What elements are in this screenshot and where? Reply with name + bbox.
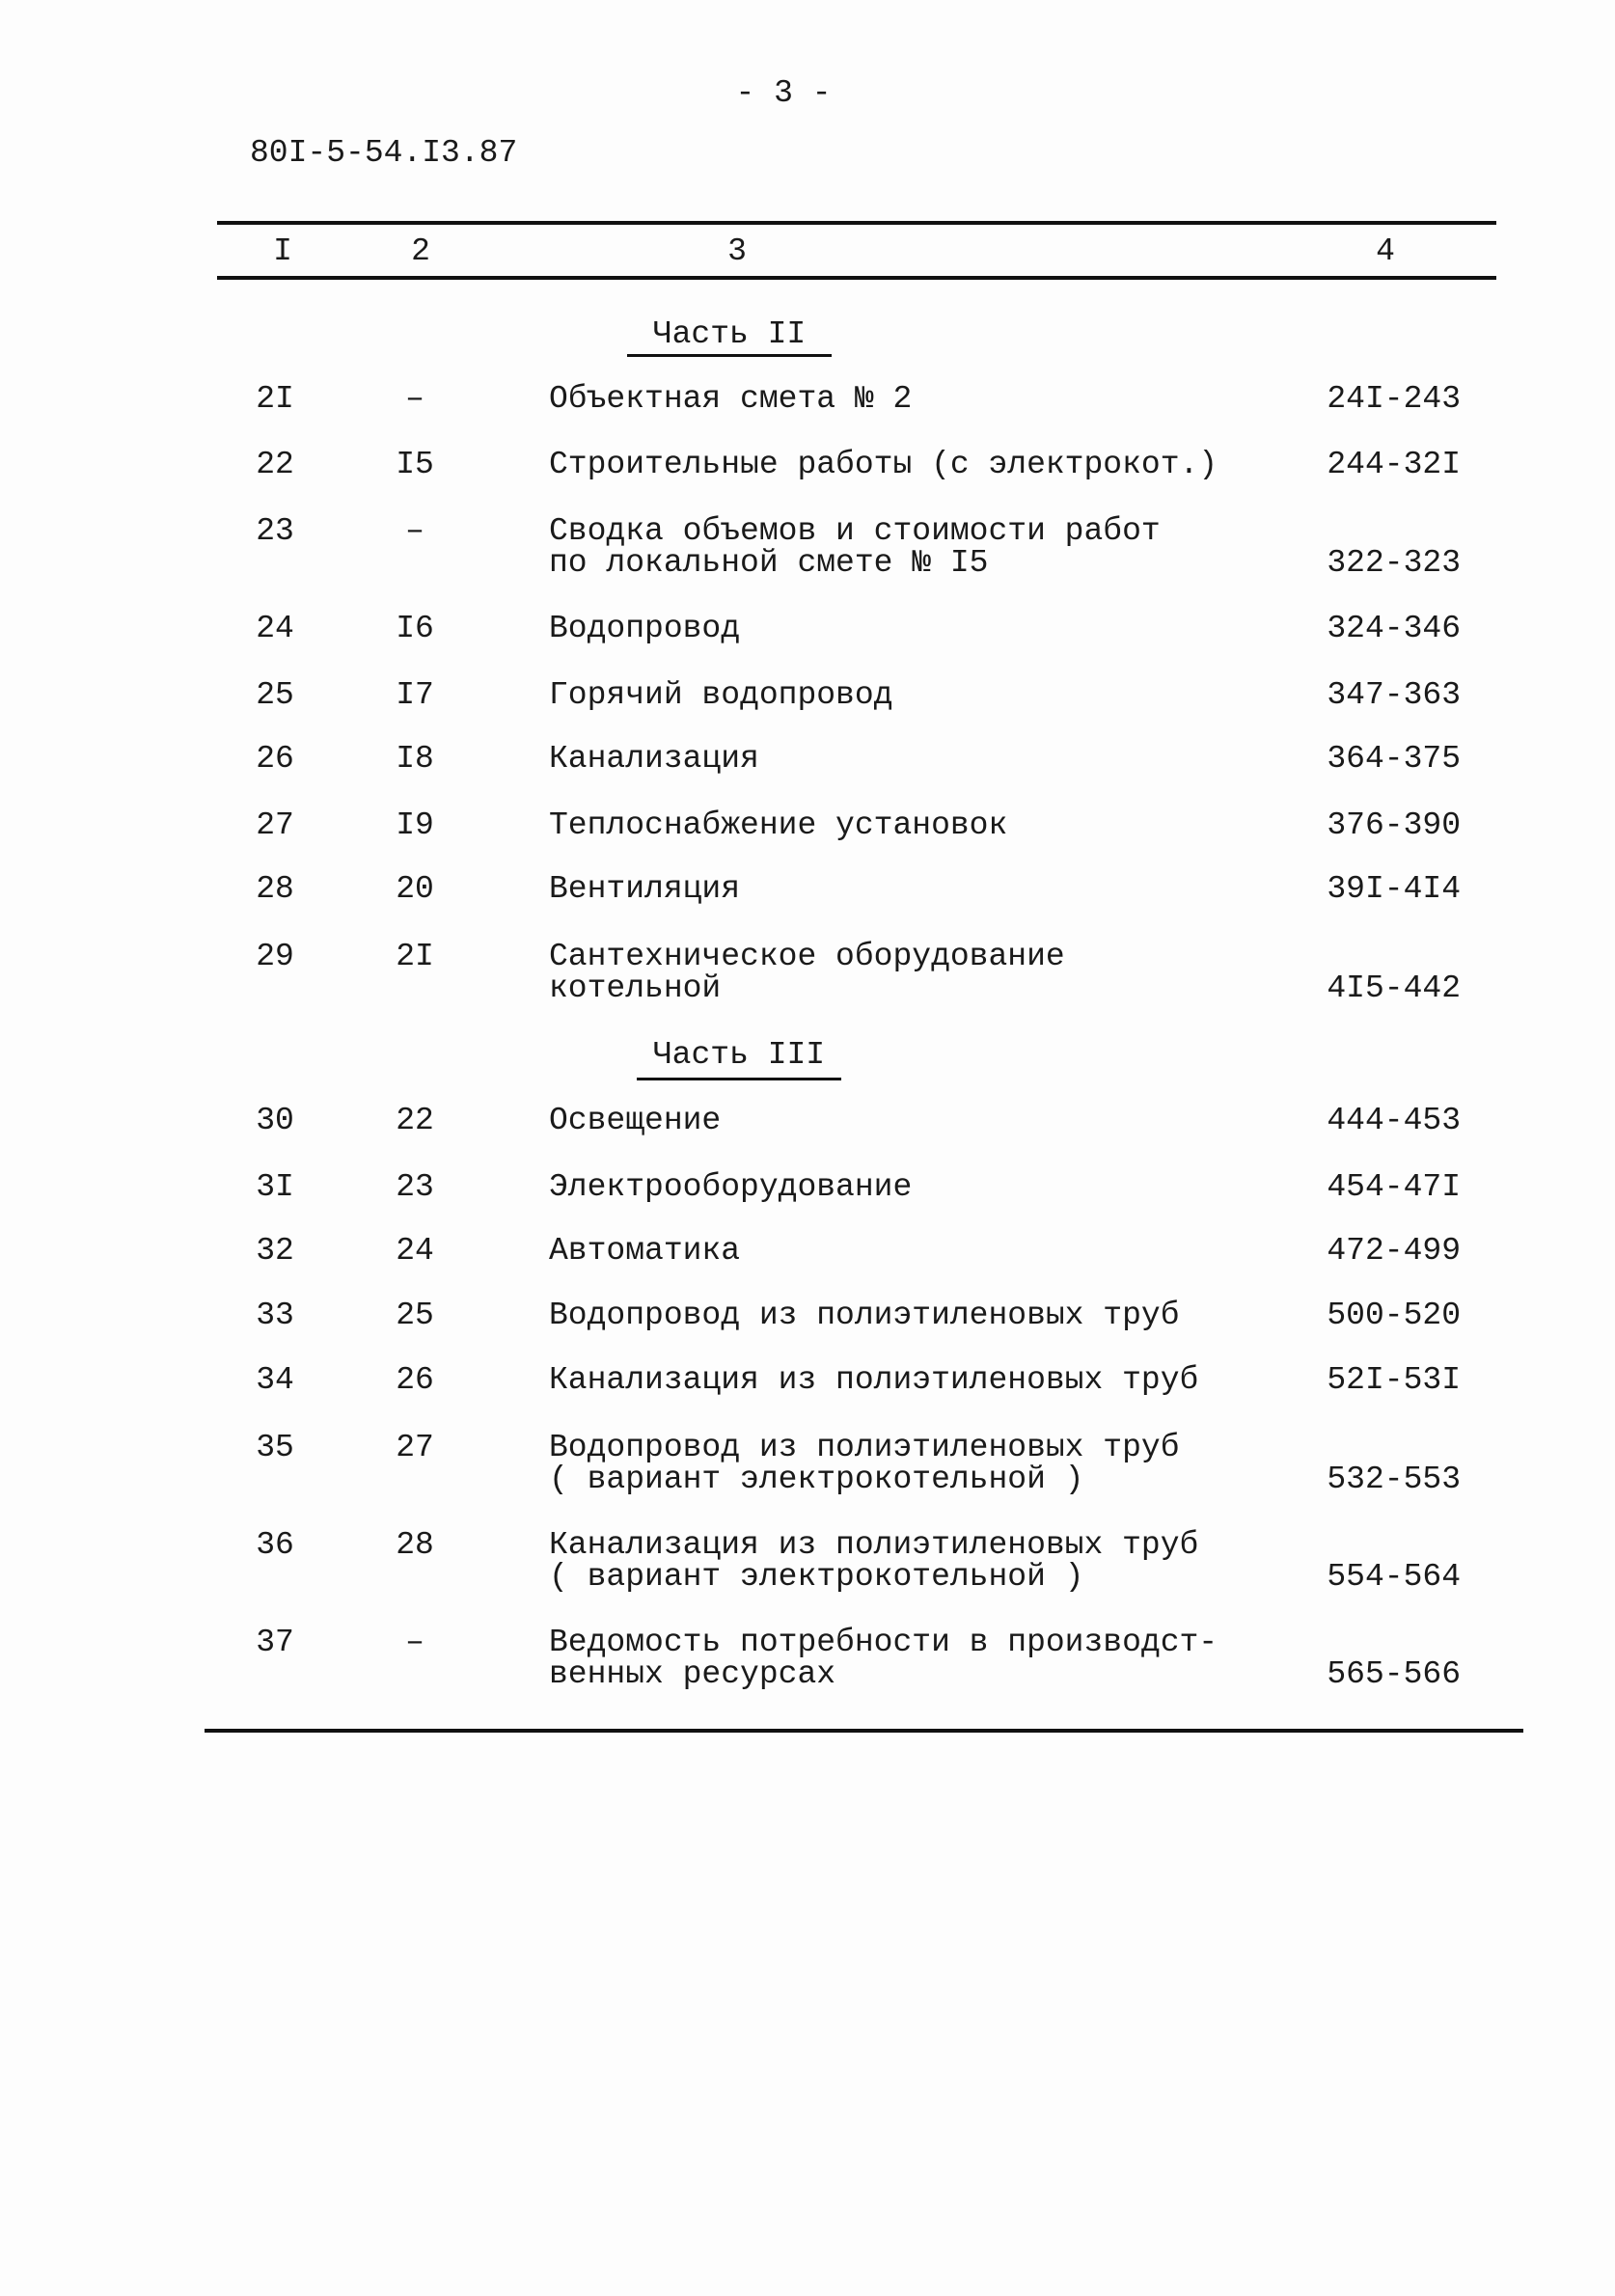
header-bottom-rule <box>217 276 1496 280</box>
estimate-number: 20 <box>396 871 434 907</box>
row-number: 28 <box>256 871 294 907</box>
estimate-number: 23 <box>396 1169 434 1205</box>
row-number: 37 <box>256 1625 294 1660</box>
row-number: 23 <box>256 513 294 549</box>
page-range: 532-553 <box>1327 1462 1461 1497</box>
page-range: 444-453 <box>1327 1103 1461 1138</box>
table-row <box>0 1105 1615 1172</box>
estimate-number: 26 <box>396 1362 434 1398</box>
row-number: 27 <box>256 807 294 843</box>
page-number: - 3 - <box>735 75 832 111</box>
row-number: 35 <box>256 1430 294 1465</box>
row-number: 26 <box>256 741 294 777</box>
row-title-line: Канализация <box>549 741 759 777</box>
row-title-line: Строительные работы (с электрокот.) <box>549 447 1218 482</box>
row-number: 2I <box>256 381 294 417</box>
page-range: 24I-243 <box>1327 381 1461 417</box>
estimate-number: I9 <box>396 807 434 843</box>
row-title-line: Водопровод из полиэтиленовых труб <box>549 1430 1180 1465</box>
table-top-rule <box>217 221 1496 225</box>
row-title-line: Ведомость потребности в производст- <box>549 1625 1218 1660</box>
page-range: 554-564 <box>1327 1559 1461 1595</box>
estimate-number: I6 <box>396 611 434 646</box>
estimate-number: 28 <box>396 1527 434 1563</box>
estimate-number: I5 <box>396 447 434 482</box>
row-number: 29 <box>256 939 294 974</box>
table-row <box>0 1299 1615 1367</box>
row-number: 30 <box>256 1103 294 1138</box>
table-row <box>0 383 1615 451</box>
estimate-number: 27 <box>396 1430 434 1465</box>
table-row <box>0 1235 1615 1302</box>
row-title-line: Автоматика <box>549 1233 741 1269</box>
estimate-number: – <box>405 1625 424 1660</box>
row-number: 24 <box>256 611 294 646</box>
row-title-line: Сантехническое оборудование <box>549 939 1065 974</box>
estimate-number: – <box>405 513 424 549</box>
column-header-2: 2 <box>411 233 430 269</box>
table-row <box>0 1171 1615 1239</box>
page-range: 322-323 <box>1327 545 1461 581</box>
row-title-line: Канализация из полиэтиленовых труб <box>549 1527 1199 1563</box>
document-code: 80I-5-54.I3.87 <box>250 135 518 171</box>
page-range: 347-363 <box>1327 677 1461 713</box>
column-header-4: 4 <box>1376 233 1395 269</box>
estimate-number: I8 <box>396 741 434 777</box>
table-row <box>0 515 1615 583</box>
row-title-line: Горячий водопровод <box>549 677 893 713</box>
row-number: 25 <box>256 677 294 713</box>
page-range: 4I5-442 <box>1327 970 1461 1006</box>
table-row <box>0 1626 1615 1694</box>
row-title-line: Электрооборудование <box>549 1169 913 1205</box>
row-number: 22 <box>256 447 294 482</box>
section-title-part-3: Часть III <box>652 1037 826 1073</box>
row-title-line: венных ресурсах <box>549 1656 836 1692</box>
table-row <box>0 743 1615 810</box>
page-range: 324-346 <box>1327 611 1461 646</box>
estimate-number: 22 <box>396 1103 434 1138</box>
table-row <box>0 941 1615 1008</box>
row-title-line: Теплоснабжение установок <box>549 807 1008 843</box>
estimate-number: 2I <box>396 939 434 974</box>
page-range: 454-47I <box>1327 1169 1461 1205</box>
row-title-line: Водопровод из полиэтиленовых труб <box>549 1298 1180 1333</box>
row-title-line: Сводка объемов и стоимости работ <box>549 513 1161 549</box>
row-title-line: Водопровод <box>549 611 741 646</box>
row-title-line: Вентиляция <box>549 871 741 907</box>
page-range: 39I-4I4 <box>1327 871 1461 907</box>
estimate-number: I7 <box>396 677 434 713</box>
estimate-number: – <box>405 381 424 417</box>
page-range: 565-566 <box>1327 1656 1461 1692</box>
table-row <box>0 1432 1615 1499</box>
row-title-line: по локальной смете № I5 <box>549 545 989 581</box>
row-number: 33 <box>256 1298 294 1333</box>
section-title-part-2: Часть II <box>652 316 807 352</box>
table-row <box>0 679 1615 747</box>
row-number: 36 <box>256 1527 294 1563</box>
page-range: 364-375 <box>1327 741 1461 777</box>
row-title-line: котельной <box>549 970 722 1006</box>
page-range: 376-390 <box>1327 807 1461 843</box>
table-row <box>0 1529 1615 1597</box>
column-header-3: 3 <box>727 233 747 269</box>
section-underline <box>637 1078 841 1080</box>
table-row <box>0 809 1615 877</box>
estimate-number: 24 <box>396 1233 434 1269</box>
table-row <box>0 449 1615 516</box>
page-range: 52I-53I <box>1327 1362 1461 1398</box>
row-number: 3I <box>256 1169 294 1205</box>
column-header-1: I <box>273 233 292 269</box>
estimate-number: 25 <box>396 1298 434 1333</box>
row-title-line: ( вариант электрокотельной ) <box>549 1559 1084 1595</box>
row-number: 34 <box>256 1362 294 1398</box>
page-range: 500-520 <box>1327 1298 1461 1333</box>
page-range: 472-499 <box>1327 1233 1461 1269</box>
row-title-line: Освещение <box>549 1103 722 1138</box>
row-title-line: ( вариант электрокотельной ) <box>549 1462 1084 1497</box>
row-number: 32 <box>256 1233 294 1269</box>
page-range: 244-32I <box>1327 447 1461 482</box>
table-row <box>0 1364 1615 1432</box>
table-row <box>0 873 1615 941</box>
section-underline <box>627 354 832 357</box>
row-title-line: Канализация из полиэтиленовых труб <box>549 1362 1199 1398</box>
table-row <box>0 613 1615 680</box>
row-title-line: Объектная смета № 2 <box>549 381 913 417</box>
table-bottom-rule <box>205 1729 1523 1733</box>
